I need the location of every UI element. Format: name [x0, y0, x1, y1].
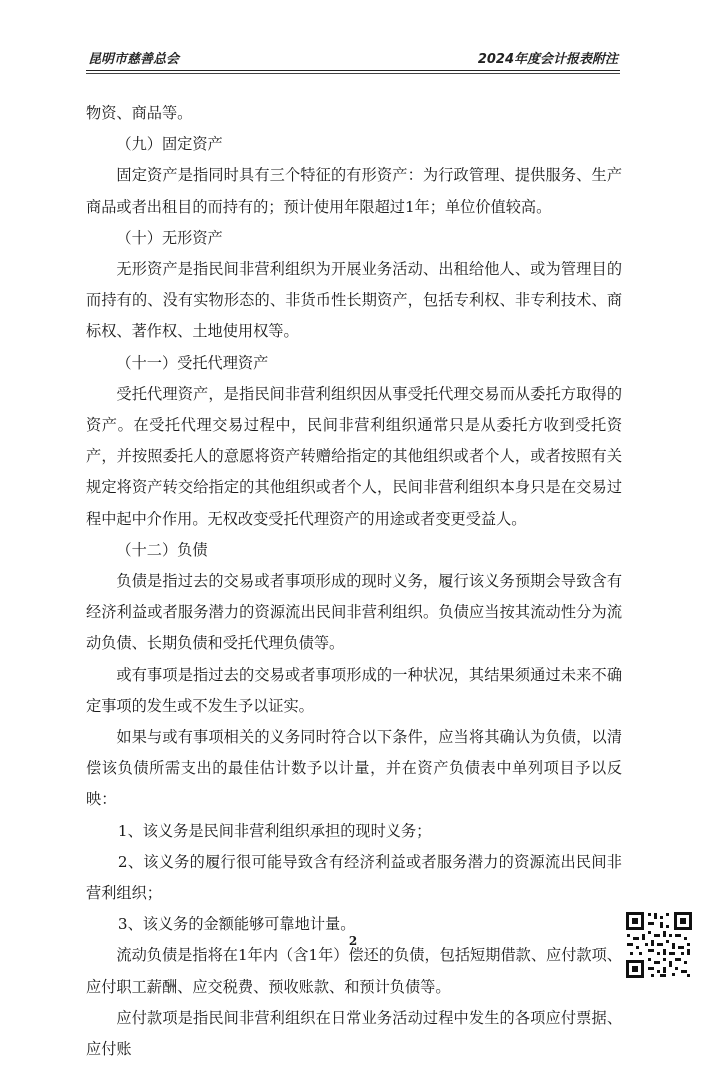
section-heading: （九）固定资产 — [116, 135, 223, 154]
header-rule — [86, 70, 620, 71]
list-item: 1、该义务是民间非营利组织承担的现时义务； — [117, 821, 432, 840]
section-heading: （十二）负债 — [116, 540, 208, 559]
list-item: 2、该义务的履行很可能导致含有经济利益或者服务潜力的资源流出民间非营利组织； — [86, 852, 622, 903]
paragraph: 无形资产是指民间非营利组织为开展业务活动、出租给他人、或为管理目的而持有的、没有实物形态的、非货币性长期资产，包括专利权、非专利技术、商标权、著作权、土地使用权等。 — [86, 260, 622, 341]
paragraph: 应付款项是指民间非营利组织在日常业务活动过程中发生的各项应付票据、应付账 — [86, 1008, 622, 1059]
paragraph: 固定资产是指同时具有三个特征的有形资产：为行政管理、提供服务、生产商品或者出租目的而持有的；预计使用年限超过1年；单位价值较高。 — [86, 166, 622, 216]
list-item: 3、该义务的金额能够可靠地计量。 — [117, 915, 356, 934]
header-rule-thin — [86, 73, 620, 74]
section-heading: （十一）受托代理资产 — [116, 353, 269, 372]
header-organization: 昆明市慈善总会 — [88, 52, 180, 67]
header-document-title: 2024年度会计报表附注 — [477, 52, 618, 67]
paragraph: 受托代理资产，是指民间非营利组织因从事受托代理交易而从委托方取得的资产。在受托代理交易过程中，民间非营利组织通常只是从委托方收到受托资产，并按照委托人的意愿将资产转赠给指定的其他组织或者个人，或者按照有关规定将资产转交给指定的其他组织或者个人，民间非营利组织本身只是在交易过程中起中介作用。无权改变受托代理资产的用途或者变更受益人。 — [86, 384, 622, 528]
section-heading: （十）无形资产 — [116, 228, 223, 247]
paragraph: 或有事项是指过去的交易或者事项形成的一种状况，其结果须通过未来不确定事项的发生或不发生予以证实。 — [86, 665, 622, 715]
page-number: 2 — [348, 934, 358, 948]
document-body — [86, 98, 622, 1065]
paragraph: 负债是指过去的交易或者事项形成的现时义务，履行该义务预期会导致含有经济利益或者服务潜力的资源流出民间非营利组织。负债应当按其流动性分为流动负债、长期负债和受托代理负债等。 — [86, 572, 622, 653]
paragraph: 物资、商品等。 — [86, 104, 193, 122]
paragraph: 如果与或有事项相关的义务同时符合以下条件，应当将其确认为负债，以清偿该负债所需支出的最佳估计数予以计量，并在资产负债表中单列项目予以反映： — [86, 728, 622, 809]
paragraph: 流动负债是指将在1年内（含1年）偿还的负债，包括短期借款、应付款项、应付职工薪酬、应交税费、预收账款、和预计负债等。 — [86, 946, 622, 996]
qr-code-icon — [624, 910, 694, 980]
